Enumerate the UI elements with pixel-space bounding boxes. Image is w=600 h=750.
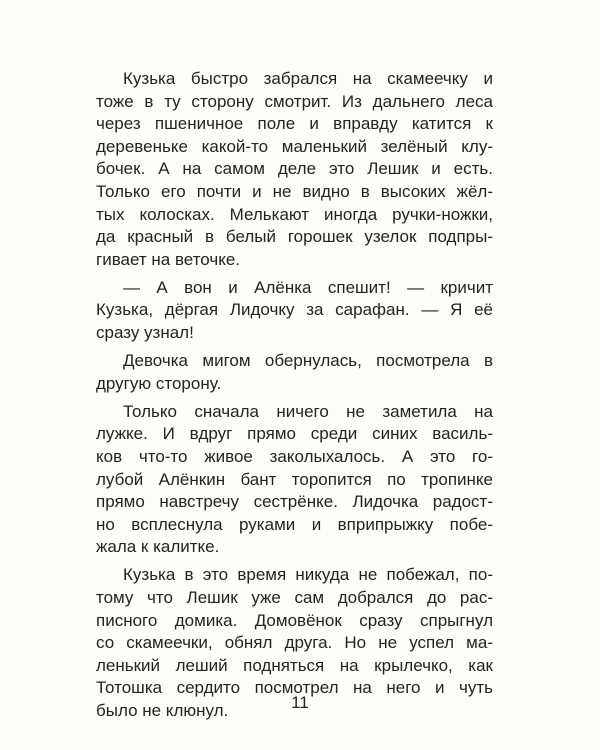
- text-line: через пшеничное поле и вправду катится к: [96, 114, 493, 134]
- page-body-text: [96, 68, 493, 728]
- text-line: Только его почти и не видно в высоких жёл-: [96, 181, 493, 201]
- text-line: тоже в ту сторону смотрит. Из дальнего леса: [96, 91, 493, 111]
- text-line: Девочка мигом обернулась, посмотрела в: [123, 351, 493, 371]
- text-line: другую сторону.: [96, 373, 222, 393]
- text-line: ленький леший подняться на крылечко, как: [96, 655, 493, 675]
- text-line: Тотошка сердито посмотрел на него и чуть: [96, 678, 493, 698]
- text-line: лужке. И вдруг прямо среди синих василь-: [96, 424, 493, 444]
- text-line: лубой Алёнкин бант торопится по тропинке: [96, 469, 493, 489]
- text-line: деревеньке какой-то маленький зелёный клу-: [96, 136, 493, 156]
- text-line: ков что-то живое заколыхалось. А это го-: [96, 447, 493, 466]
- text-line: со скамеечки, обнял друга. Но не успел ма-: [96, 633, 493, 653]
- text-line: Кузька быстро забрался на скамеечку и: [123, 69, 493, 88]
- text-line: Только сначала ничего не заметила на: [123, 401, 493, 421]
- paragraph: [96, 401, 493, 559]
- paragraph: [96, 350, 493, 395]
- text-line: было не клюнул.: [96, 701, 229, 721]
- text-line: гивает на веточке.: [96, 249, 241, 269]
- text-line: но всплеснула руками и вприпрыжку побе-: [96, 514, 493, 534]
- paragraph: [96, 277, 493, 345]
- text-line: писного домика. Домовёнок сразу спрыгнул: [96, 610, 493, 630]
- text-line: прямо навстречу сестрёнке. Лидочка радост-: [96, 492, 493, 512]
- text-line: Кузька, дёргая Лидочку за сарафан. — Я её: [96, 300, 493, 320]
- text-line: — А вон и Алёнка спешит! — кричит: [123, 277, 493, 297]
- paragraph: [96, 68, 493, 271]
- text-line: тому что Лешик уже сам добрался до рас-: [96, 588, 493, 608]
- text-line: да красный в белый горошек узелок подпры-: [96, 227, 493, 247]
- page-number: 11: [291, 693, 309, 712]
- text-line: бочек. А на самом деле это Лешик и есть.: [96, 159, 493, 179]
- text-line: Кузька в это время никуда не побежал, по-: [123, 565, 493, 585]
- text-line: сразу узнал!: [96, 323, 194, 343]
- text-line: тых колосках. Мелькают иногда ручки-ножки,: [96, 204, 493, 224]
- text-line: жала к калитке.: [96, 537, 220, 557]
